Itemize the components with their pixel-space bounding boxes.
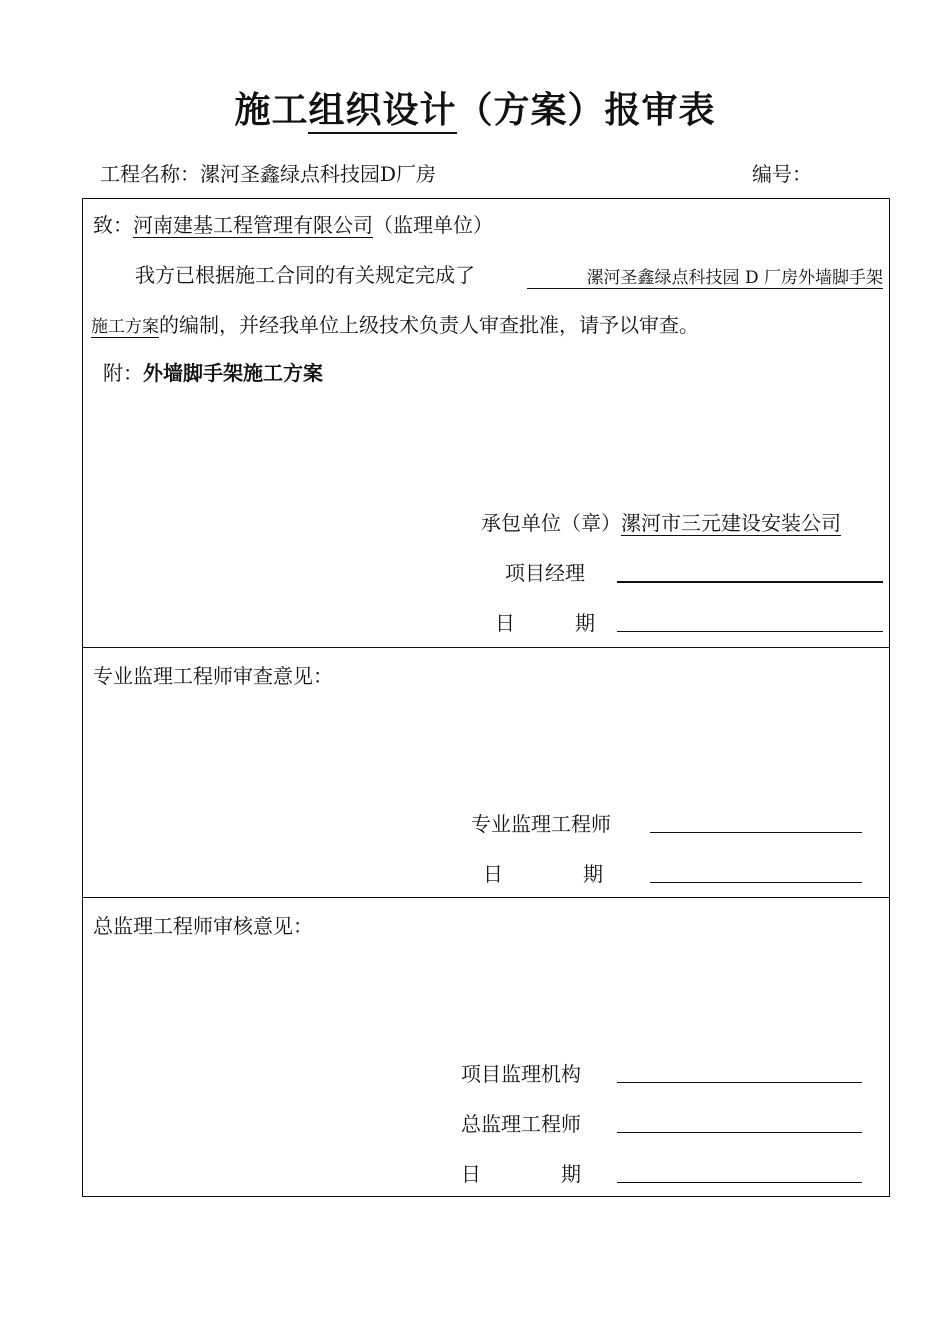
chief-engineer-signature-line bbox=[617, 1132, 862, 1133]
project-name-row bbox=[100, 158, 436, 187]
attachment-value: 外墙脚手架施工方案 bbox=[143, 361, 323, 385]
project-name-value: 漯河圣鑫绿点科技园D厂房 bbox=[200, 162, 437, 186]
body-suffix: 的编制，并经我单位上级技术负责人审查批准，请予以审查。 bbox=[159, 313, 699, 337]
supervision-org-label: 项目监理机构 bbox=[461, 1062, 581, 1086]
chief-date-label: 日 期 bbox=[461, 1162, 581, 1186]
project-manager-signature-line bbox=[617, 581, 883, 583]
chief-review-section bbox=[82, 897, 890, 1197]
chief-engineer-label: 总监理工程师 bbox=[461, 1112, 581, 1136]
engineer-signature-line bbox=[650, 832, 862, 833]
project-name-label: 工程名称： bbox=[100, 162, 200, 186]
project-manager-label: 项目经理 bbox=[505, 561, 585, 585]
addressee-label: 致： bbox=[93, 213, 133, 237]
page-title bbox=[0, 82, 950, 133]
body-prefix: 我方已根据施工合同的有关规定完成了 bbox=[135, 263, 475, 287]
chief-review-heading: 总监理工程师审核意见： bbox=[93, 914, 313, 938]
attachment-label: 附： bbox=[103, 361, 143, 385]
submission-section bbox=[82, 198, 890, 648]
engineer-date-label: 日 期 bbox=[483, 862, 603, 886]
title-part-3: （方案）报审表 bbox=[456, 89, 716, 131]
chief-date-line bbox=[617, 1182, 862, 1183]
plan-name-line-2: 施工方案 bbox=[91, 317, 159, 337]
addressee-row bbox=[93, 209, 493, 238]
supervision-company: 河南建基工程管理有限公司 bbox=[133, 213, 373, 237]
title-part-1: 施工 bbox=[234, 89, 309, 131]
supervision-org-line bbox=[617, 1082, 862, 1083]
engineer-review-heading: 专业监理工程师审查意见： bbox=[93, 664, 333, 688]
engineer-review-section bbox=[82, 647, 890, 898]
body-row-2 bbox=[91, 309, 699, 338]
contractor-label: 承包单位（章） bbox=[481, 511, 621, 535]
contractor-date-label: 日 期 bbox=[495, 611, 595, 635]
number-label: 编号： bbox=[752, 162, 812, 186]
attachment-row bbox=[103, 357, 323, 386]
title-part-2: 组织设计 bbox=[308, 89, 456, 134]
contractor-date-line bbox=[617, 631, 883, 632]
engineer-date-line bbox=[650, 882, 862, 883]
contractor-row bbox=[481, 507, 841, 536]
plan-name-line-1: 漯河圣鑫绿点科技园 D 厂房外墙脚手架 bbox=[527, 263, 883, 289]
addressee-suffix: （监理单位） bbox=[373, 213, 493, 237]
engineer-label: 专业监理工程师 bbox=[471, 812, 611, 836]
contractor-value: 漯河市三元建设安装公司 bbox=[621, 511, 841, 535]
